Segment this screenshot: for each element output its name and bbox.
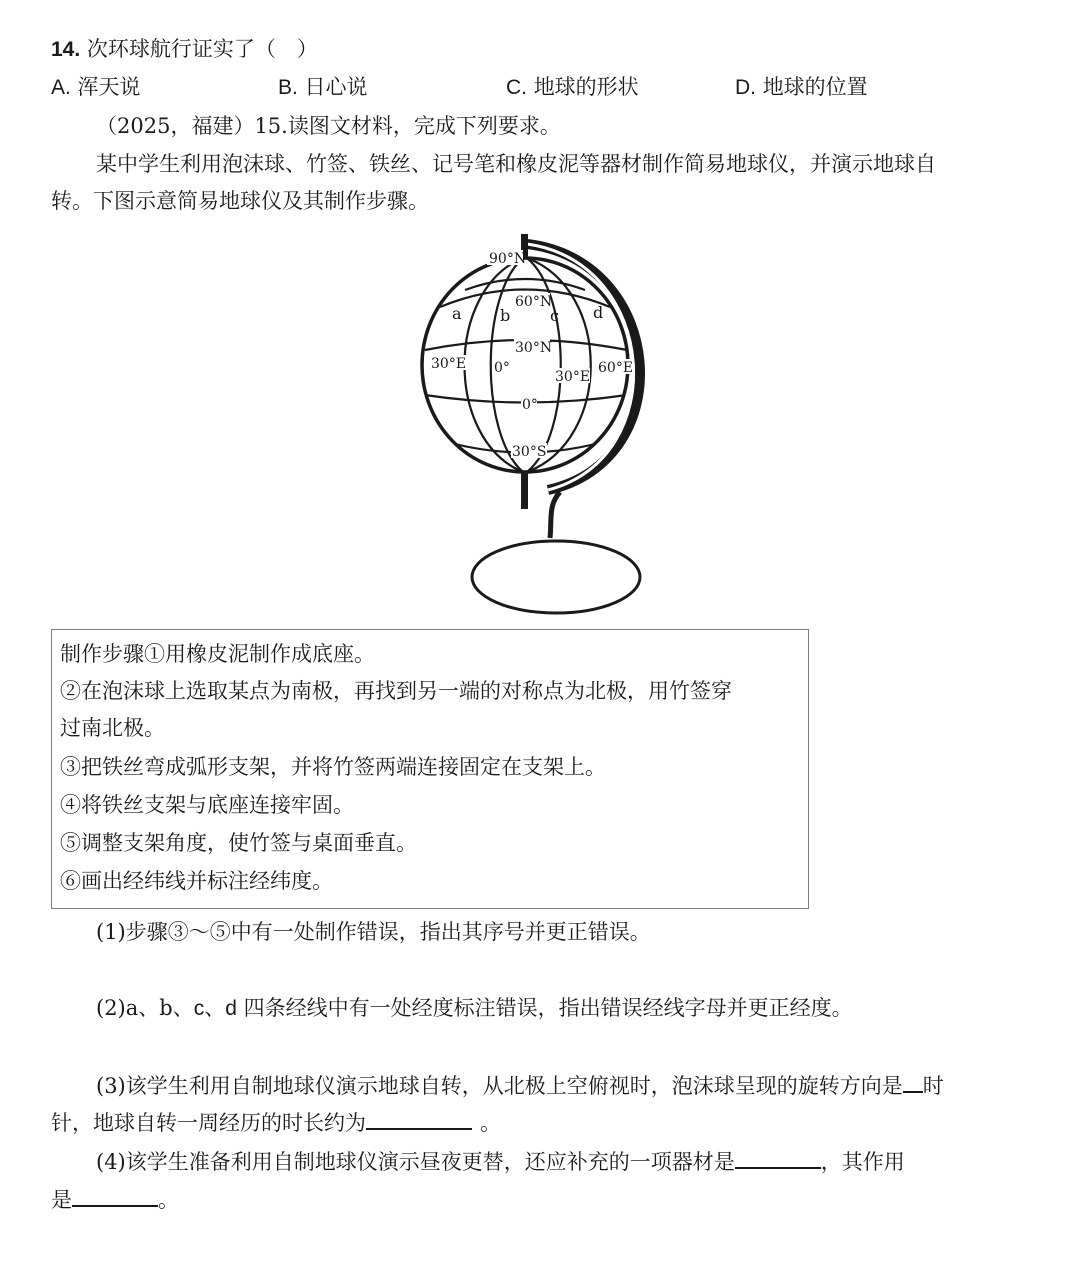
q3-blank-direction[interactable] [903,1069,923,1093]
step-line-5: ④将铁丝支架与底座连接牢固。 [60,793,354,817]
q15-source: （2025，福建）15.读图文材料，完成下列要求。 [96,114,561,138]
steps-box [51,629,809,909]
label-60e: 60°E [598,360,634,376]
question-2 [96,993,853,1024]
q15-intro-line1: 某中学生利用泡沫球、竹签、铁丝、记号笔和橡皮泥等器材制作简易地球仪，并演示地球自 [96,152,936,176]
step-line-7: ⑥画出经纬线并标注经纬度。 [60,869,333,893]
option-letter: D. [735,76,756,99]
label-meridian-d: d [593,303,604,322]
q4-text-b: ，其作用 [820,1150,905,1174]
q4-text-d: 。 [158,1188,179,1212]
q2-text-pre: (2)a、b、 [96,996,194,1020]
q4-text-a: (4)该学生准备利用自制地球仪演示昼夜更替，还应补充的一项器材是 [96,1150,735,1174]
label-30e-right: 30°E [555,369,591,385]
option-letter: A. [51,76,71,99]
q4-blank-function[interactable] [72,1183,158,1207]
question-1: (1)步骤③～⑤中有一处制作错误，指出其序号并更正错误。 [96,920,651,944]
q14-option-d[interactable] [735,72,868,103]
q3-text-a: (3)该学生利用自制地球仪演示地球自转，从北极上空俯视时，泡沫球呈现的旋转方向是 [96,1074,903,1098]
option-text: 浑天说 [77,75,141,99]
option-text: 地球的位置 [762,75,868,99]
q15-intro-line2: 转。下图示意简易地球仪及其制作步骤。 [51,189,429,213]
q2-letter-d: d [225,997,237,1020]
q3-text-b: 时 [922,1074,944,1098]
step-line-1: 制作步骤①用橡皮泥制作成底座。 [60,642,375,666]
label-equator: 0° [522,397,538,413]
option-text: 地球的形状 [533,75,639,99]
step-line-2: ②在泡沫球上选取某点为南极，再找到另一端的对称点为北极，用竹签穿 [60,679,732,703]
q4-blank-equipment[interactable] [735,1145,821,1169]
label-30e-left: 30°E [431,356,467,372]
step-line-6: ⑤调整支架角度，使竹签与桌面垂直。 [60,831,417,855]
q14-stem-line [51,34,318,65]
q14-stem: 次环球航行证实了（ ） [86,37,318,61]
q3-text-c: 针，地球自转一周经历的时长约为 [51,1111,366,1135]
q3-blank-duration[interactable] [366,1106,472,1130]
question-3-line1 [96,1069,944,1101]
option-letter: C. [506,76,527,99]
q14-option-b[interactable] [278,72,368,103]
step-line-3: 过南北极。 [60,716,165,740]
question-3-line2 [51,1106,501,1138]
q2-text-mid: 、 [204,996,226,1020]
q14-option-a[interactable] [51,72,141,103]
q2-letter-c: c [193,997,205,1020]
label-meridian-b: b [500,306,511,325]
label-30n: 30°N [515,340,553,356]
step-line-4: ③把铁丝弯成弧形支架，并将竹签两端连接固定在支架上。 [60,755,606,779]
label-90n: 90°N [489,251,527,267]
globe-figure [400,228,680,620]
q14-number: 14. [51,38,81,61]
option-letter: B. [278,76,298,99]
label-30s: 30°S [512,444,547,460]
option-text: 日心说 [304,75,368,99]
label-meridian-c: c [550,306,559,325]
q14-option-c[interactable] [506,72,639,103]
q2-text-post: 四条经线中有一处经度标注错误，指出错误经线字母并更正经度。 [236,996,853,1020]
q3-text-d: 。 [480,1111,501,1135]
question-4-line2 [51,1183,179,1215]
label-lon-0: 0° [494,360,510,376]
label-meridian-a: a [452,304,462,323]
label-60n: 60°N [515,294,553,310]
question-4-line1 [96,1145,905,1177]
q4-text-c: 是 [51,1188,72,1212]
